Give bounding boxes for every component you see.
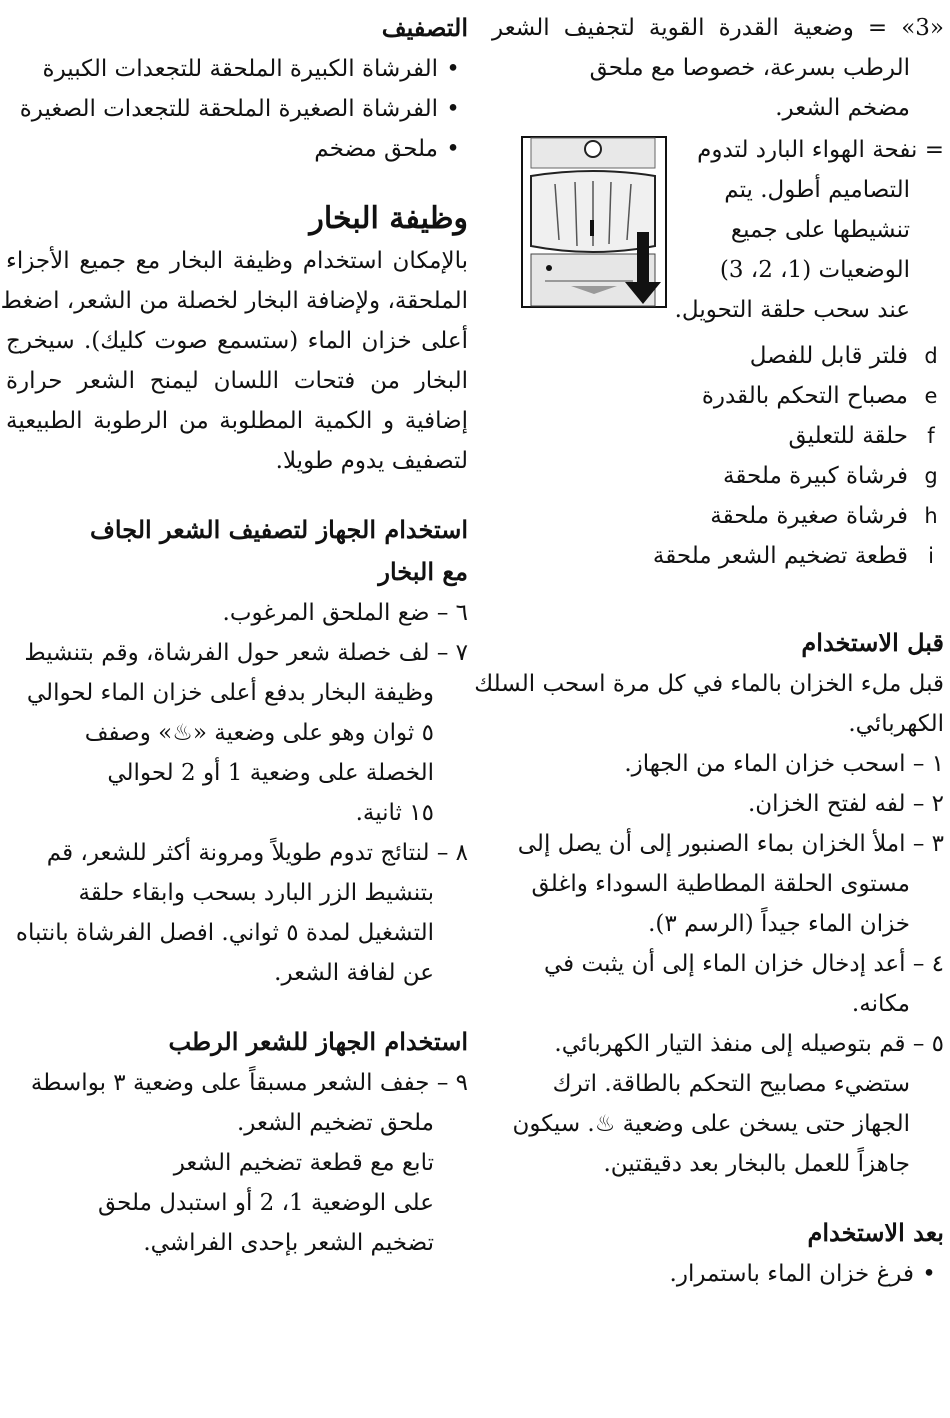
steam-line-2: الملحقة، ولإضافة البخار لخصلة من الشعر، اضغط xyxy=(0,288,468,314)
steam-heading: وظيفة البخار xyxy=(309,201,468,236)
cool-shot-block xyxy=(492,130,944,330)
setting-3-line-3: مضخم الشعر. xyxy=(775,95,910,121)
after-use-item-text: فرغ خزان الماء باستمرار. xyxy=(669,1261,914,1287)
part-letter-g: g xyxy=(924,464,938,488)
part-letter-f: f xyxy=(927,424,935,448)
dry-hair-heading-1: استخدام الجهاز لتصفيف الشعر الجاف xyxy=(90,515,468,544)
part-label-f: حلقة للتعليق xyxy=(788,423,908,449)
part-label-e: مصباح التحكم بالقدرة xyxy=(701,383,908,409)
before-step-5-line-1: ٥ – قم بتوصيله إلى منفذ التيار الكهربائي. xyxy=(554,1031,944,1057)
wet-step-9-line-4: على الوضعية 1، 2 أو استبدل ملحق xyxy=(97,1190,434,1216)
part-label-i: قطعة تضخيم الشعر ملحقة xyxy=(652,543,908,569)
styling-item-2 xyxy=(6,89,468,129)
cool-shot-line-3: تنشيطها على جميع xyxy=(730,217,910,243)
styling-item-3-text: ملحق مضخم xyxy=(314,136,438,162)
part-row-i xyxy=(492,536,944,576)
styling-heading-row xyxy=(6,8,468,49)
wet-step-9-line-5: تضخيم الشعر بإحدى الفراشي. xyxy=(143,1230,434,1256)
cool-shot-text xyxy=(675,130,944,330)
before-step-4-line-2: مكانه. xyxy=(851,991,910,1017)
after-use-heading: بعد الاستخدام xyxy=(807,1218,944,1247)
styling-item-1-text: الفرشاة الكبيرة الملحقة للتجعدات الكبيرة xyxy=(42,56,438,82)
steam-line-3: أعلى خزان الماء (ستسمع صوت كليك). سيخرج xyxy=(6,328,468,354)
styling-item-1 xyxy=(6,49,468,89)
steam-line-4: البخار من فتحات اللسان ليمنح الشعر حرارة xyxy=(6,368,468,394)
before-step-5-line-3: الجهاز حتى يسخن على وضعية ♨. سيكون xyxy=(512,1111,910,1137)
part-letter-e: e xyxy=(924,384,938,408)
dry-step-8-line-2: بتنشيط الزر البارد بسحب وابقاء حلقة xyxy=(78,880,434,906)
dry-hair-heading-2: مع البخار xyxy=(378,557,468,586)
bullet-icon: • xyxy=(446,136,460,162)
dry-step-8-line-3: التشغيل لمدة ٥ ثواني. افصل الفرشاة بانتباه xyxy=(15,920,434,946)
dry-step-8-line-1: ٨ – لنتائج تدوم طويلاً ومرونة أكثر للشعر، قم xyxy=(46,840,468,866)
before-step-2: ٢ – لفه لفتح الخزان. xyxy=(747,791,944,817)
part-label-g: فرشاة كبيرة ملحقة xyxy=(723,463,908,489)
steam-line-6: لتصفيف يدوم طويلا. xyxy=(275,448,468,474)
dry-step-7-line-5: ١٥ ثانية. xyxy=(355,800,434,826)
part-row-d xyxy=(492,336,944,376)
steam-line-5: إضافية و الكمية المطلوبة من الرطوبة الطبيعية xyxy=(6,408,468,434)
before-step-4-line-1: ٤ – أعد إدخال خزان الماء إلى أن يثبت في xyxy=(543,951,944,977)
dry-step-7-line-2: وظيفة البخار بدفع أعلى خزان الماء لحوالي xyxy=(26,680,434,706)
before-step-3-line-3: خزان الماء جيداً (الرسم ٣). xyxy=(648,911,910,937)
part-letter-d: d xyxy=(924,344,938,368)
part-row-g xyxy=(492,456,944,496)
cool-shot-illustration xyxy=(521,136,667,308)
styling-item-2-text: الفرشاة الصغيرة الملحقة للتجعدات الصغيرة xyxy=(19,96,438,122)
before-step-3-line-2: مستوى الحلقة المطاطية السوداء واغلق xyxy=(531,871,910,897)
wet-step-9-line-3: تابع مع قطعة تضخيم الشعر xyxy=(173,1150,434,1176)
before-use-heading: قبل الاستخدام xyxy=(801,628,944,657)
bullet-icon: • xyxy=(446,56,460,82)
right-column xyxy=(474,8,944,1294)
dry-step-6: ٦ – ضع الملحق المرغوب. xyxy=(222,600,468,626)
part-label-d: فلتر قابل للفصل xyxy=(749,343,908,369)
cool-shot-line-1: = نفحة الهواء البارد لتدوم xyxy=(697,137,944,163)
setting-3-line-2: الرطب بسرعة، خصوصا مع ملحق xyxy=(589,55,910,81)
before-step-5-line-2: ستضيء مصابيح التحكم بالطاقة. اترك xyxy=(552,1071,910,1097)
part-row-e xyxy=(492,376,944,416)
dry-step-7-line-4: الخصلة على وضعية 1 أو 2 لحوالي xyxy=(107,760,434,786)
cool-shot-line-2: التصاميم أطول. يتم xyxy=(724,177,910,203)
after-use-item xyxy=(492,1254,944,1294)
wet-hair-heading: استخدام الجهاز للشعر الرطب xyxy=(168,1027,468,1056)
before-step-5-line-4: جاهزاً للعمل بالبخار بعد دقيقتين. xyxy=(603,1151,910,1177)
wet-step-9-line-1: ٩ – جفف الشعر مسبقاً على وضعية ٣ بواسطة xyxy=(30,1070,468,1096)
bullet-icon: • xyxy=(922,1261,936,1287)
part-row-f xyxy=(492,416,944,456)
styling-item-3 xyxy=(6,129,468,169)
part-letter-i: i xyxy=(928,544,934,568)
setting-3-line-1: «3» = وضعية القدرة القوية لتجفيف الشعر xyxy=(492,15,944,41)
dry-step-7-line-1: ٧ – لف خصلة شعر حول الفرشاة، وقم بتنشيط xyxy=(24,640,468,666)
part-letter-h: h xyxy=(924,504,938,528)
part-row-h xyxy=(492,496,944,536)
dry-step-7-line-3: ٥ ثوان وهو على وضعية «♨» وصفف xyxy=(84,720,434,746)
part-label-h: فرشاة صغيرة ملحقة xyxy=(710,503,908,529)
bullet-icon: • xyxy=(446,96,460,122)
left-column xyxy=(0,8,468,1263)
wet-step-9-line-2: ملحق تضخيم الشعر. xyxy=(236,1110,434,1136)
steam-line-1: بالإمكان استخدام وظيفة البخار مع جميع الأجزاء xyxy=(6,248,468,274)
styling-heading: التصفيف xyxy=(381,13,468,42)
before-step-3-line-1: ٣ – املأ الخزان بماء الصنبور إلى أن يصل إلى xyxy=(517,831,944,857)
cool-shot-line-4: الوضعيات (1، 2، 3) xyxy=(719,257,910,283)
before-use-intro-1: قبل ملء الخزان بالماء في كل مرة اسحب السلك xyxy=(474,671,944,697)
before-use-intro-2: الكهربائي. xyxy=(848,711,944,737)
cool-shot-line-5: عند سحب حلقة التحويل. xyxy=(674,297,910,323)
before-step-1: ١ – اسحب خزان الماء من الجهاز. xyxy=(624,751,944,777)
dry-step-8-line-4: عن لفافة الشعر. xyxy=(274,960,434,986)
